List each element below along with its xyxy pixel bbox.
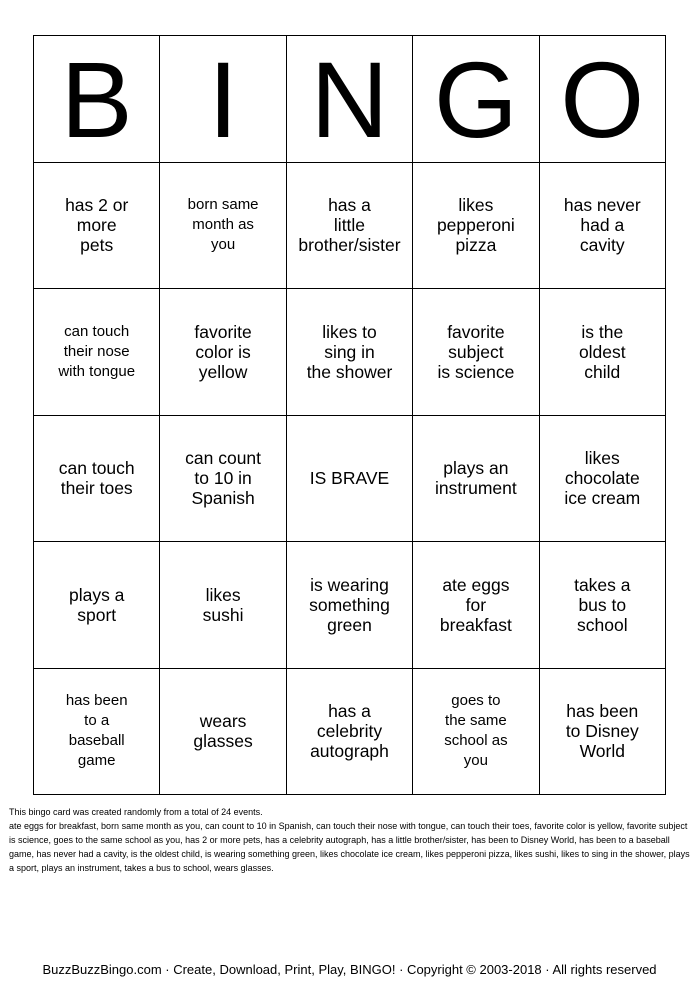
bingo-square: wears glasses (160, 669, 286, 796)
card-info-note (9, 805, 691, 875)
bingo-square: has a celebrity autograph (287, 669, 413, 796)
note-intro: This bingo card was created randomly from a total of 24 events. (9, 807, 263, 817)
bingo-square: plays a sport (34, 542, 160, 669)
bingo-square: born same month as you (160, 163, 286, 290)
bingo-square: has been to a baseball game (34, 669, 160, 796)
header-letter-i: I (160, 36, 286, 163)
bingo-square: has been to Disney World (540, 669, 666, 796)
bingo-square: is the oldest child (540, 289, 666, 416)
free-square: IS BRAVE (287, 416, 413, 543)
bingo-square: favorite color is yellow (160, 289, 286, 416)
header-letter-g: G (413, 36, 539, 163)
bingo-square: has 2 or more pets (34, 163, 160, 290)
bingo-square: can touch their nose with tongue (34, 289, 160, 416)
header-letter-b: B (34, 36, 160, 163)
bingo-square: is wearing something green (287, 542, 413, 669)
bingo-square: has never had a cavity (540, 163, 666, 290)
bingo-card (33, 35, 666, 795)
header-letter-o: O (540, 36, 666, 163)
bingo-square: ate eggs for breakfast (413, 542, 539, 669)
bingo-square: plays an instrument (413, 416, 539, 543)
bingo-square: likes sushi (160, 542, 286, 669)
note-event-list: ate eggs for breakfast, born same month as you, can count to 10 in Spanish, can touch their nose with tongue, can touch their toes, favorite color is yellow, favorite subject is science, goes to the same school as you, has 2 or more pets, has a celebrity autograph, has a little brother/sister, has been to Disney World, has been to a baseball game, has never had a cavity, is the oldest child, is wearing something green, likes chocolate ice cream, likes pepperoni pizza, likes sushi, likes to sing in the shower, plays a sport, plays an instrument, takes a bus to school, wears glasses. (9, 821, 690, 873)
bingo-square: likes pepperoni pizza (413, 163, 539, 290)
header-letter-n: N (287, 36, 413, 163)
bingo-square: likes chocolate ice cream (540, 416, 666, 543)
bingo-square: has a little brother/sister (287, 163, 413, 290)
bingo-square: can count to 10 in Spanish (160, 416, 286, 543)
bingo-square: goes to the same school as you (413, 669, 539, 796)
page-footer: BuzzBuzzBingo.com · Create, Download, Print, Play, BINGO! · Copyright © 2003-2018 · All rights reserved (42, 962, 657, 977)
bingo-square: takes a bus to school (540, 542, 666, 669)
bingo-square: favorite subject is science (413, 289, 539, 416)
bingo-square: likes to sing in the shower (287, 289, 413, 416)
bingo-square: can touch their toes (34, 416, 160, 543)
